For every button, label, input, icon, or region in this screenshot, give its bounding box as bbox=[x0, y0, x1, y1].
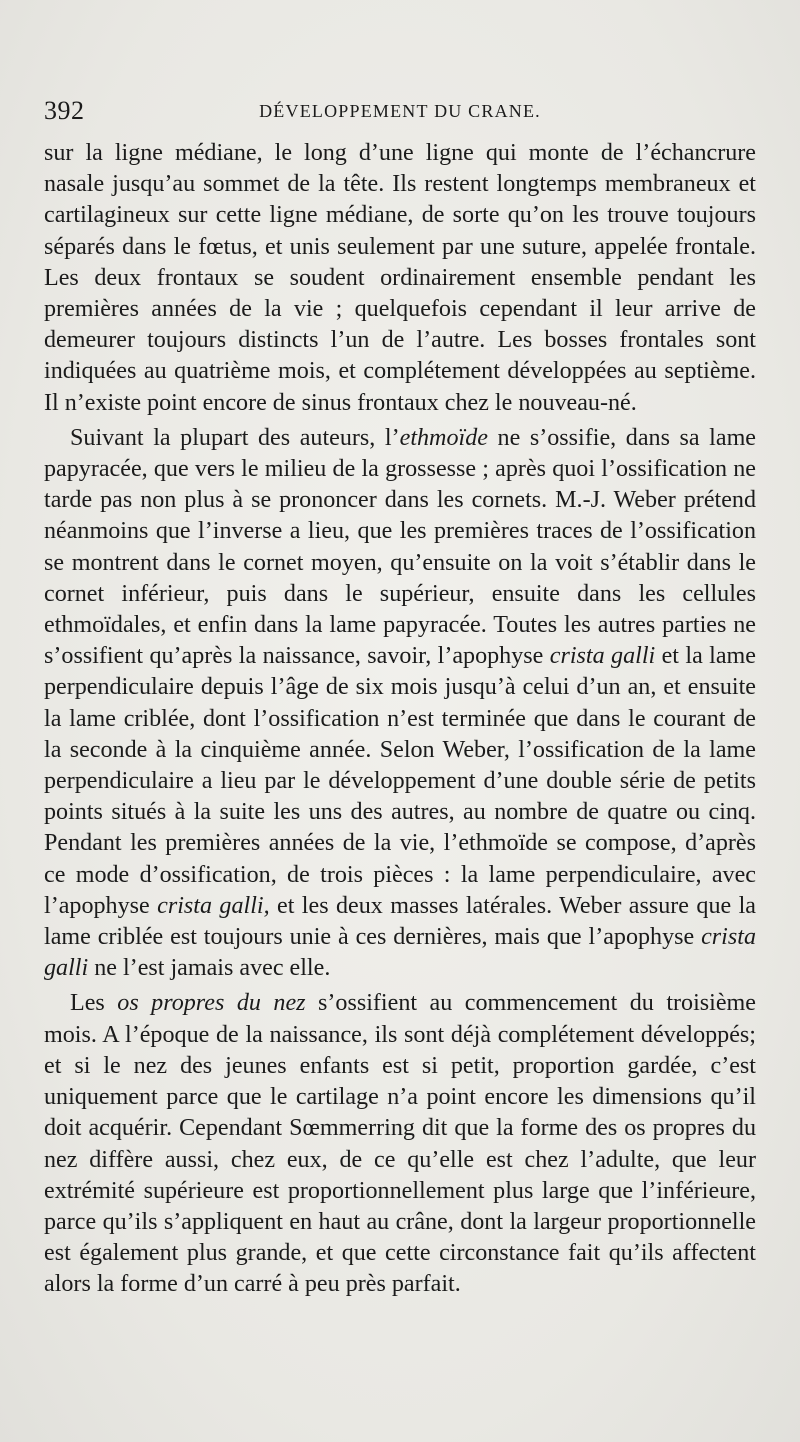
text-run: sur la ligne médiane, le long d’une ligne qui monte de l’échancrure nasale jusqu’au sommet de la tête. Ils restent longtemps membraneux et cartilagineux sur cette ligne médiane, de sorte qu’on les trouve toujours séparés dans le fœtus, et unis seulement par une suture, appelée frontale. Les deux frontaux se soudent ordinairement ensemble pendant les premières années de la vie ; quelquefois cependant il leur arrive de demeurer toujours distincts l’un de l’autre. Les bosses frontales sont indiquées au quatrième mois, et complétement développées au septième. Il n’existe point encore de sinus frontaux chez le nouveau-né. bbox=[44, 140, 756, 416]
text-run: et la lame perpendiculaire depuis l’âge de six mois jusqu’à celui d’un an, et ensuite la lame criblée, dont l’ossification n’est terminée que dans le courant de la seconde à la cinquième année. Selon Weber, l’ossification de la lame perpendiculaire a lieu par le développement d’une double série de petits points situés à la suite les uns des autres, au nombre de quatre ou cinq. Pendant les premières années de la vie, l’ethmoïde se compose, d’après ce mode d’ossification, de trois pièces : la lame perpendiculaire, avec l’apophyse bbox=[44, 643, 756, 919]
paragraph-nasal-bones bbox=[44, 988, 756, 1300]
text-run: Suivant la plupart des auteurs, l’ bbox=[70, 424, 400, 451]
running-title: DÉVELOPPEMENT DU CRANE. bbox=[259, 101, 541, 121]
paragraph-frontal-continuation bbox=[44, 138, 756, 419]
body-text bbox=[44, 138, 756, 1301]
italic-term-os-propres-du-nez: os propres du nez bbox=[117, 990, 306, 1017]
text-run: ne s’ossifie, dans sa lame papyracée, que vers le milieu de la grossesse ; après quoi l’ossification ne tarde pas non plus à se prononcer dans les cornets. M.-J. Weber prétend néanmoins que l’inverse a lieu, que les premières traces de l’ossification se montrent dans le cornet moyen, qu’ensuite on la voit s’établir dans le cornet inférieur, puis dans le supérieur, ensuite dans les cellules ethmoïdales, et enfin dans la lame papyracée. Toutes les autres parties ne s’ossifient qu’après la naissance, savoir, l’apophyse bbox=[44, 424, 757, 670]
text-run: ne l’est jamais avec elle. bbox=[88, 955, 331, 982]
italic-term-ethmoide: ethmoïde bbox=[399, 424, 488, 451]
text-run: Les bbox=[70, 990, 118, 1017]
text-run: s’ossifient au commencement du troisième mois. A l’époque de la naissance, ils sont déjà complétement développés; et si le nez des jeunes enfants est si petit, proportion gardée, c’est uniquement parce que le cartilage n’a point encore les dimensions qu’il doit acquérir. Cependant Sœmmerring dit que la forme des os propres du nez diffère aussi, chez eux, de ce qu’elle est chez l’adulte, que leur extrémité supérieure est proportionnellement plus large que l’inférieure, parce qu’ils s’appliquent en haut au crâne, dont la largeur proportionnelle est également plus grande, et que cette circonstance fait qu’ils affectent alors la forme d’un carré à peu près parfait. bbox=[44, 990, 756, 1298]
italic-term-crista-galli: crista galli bbox=[549, 643, 656, 670]
paragraph-ethmoid bbox=[44, 423, 756, 985]
page-header bbox=[44, 96, 756, 132]
text-run: et les deux masses latérales. Weber assure que la lame criblée est toujours unie à ces dernières, mais que l’apophyse bbox=[44, 892, 756, 951]
italic-term-crista-galli: crista galli, bbox=[157, 892, 270, 919]
page-number: 392 bbox=[44, 96, 85, 125]
italic-term-crista-galli: crista galli bbox=[44, 924, 756, 982]
